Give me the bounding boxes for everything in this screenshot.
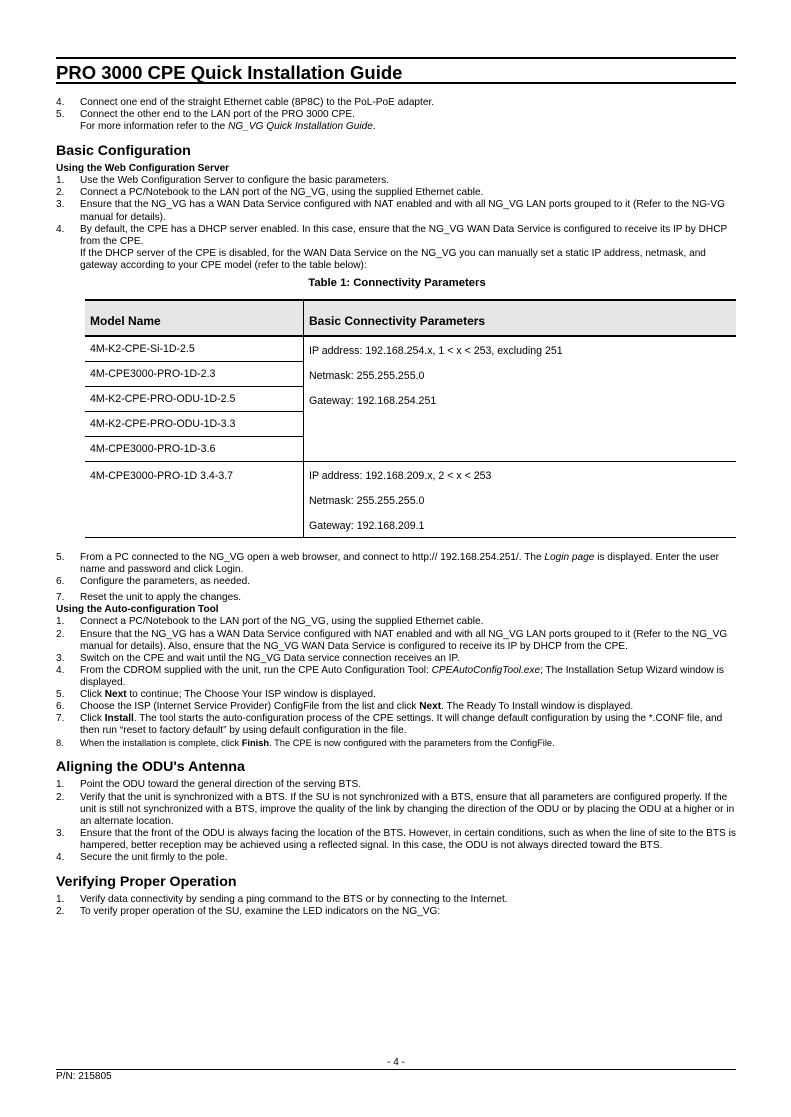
list-item: 2. Verify that the unit is synchronized with a BTS. If the SU is not synchronized with a BTS, ensure that all parameters are configured properly. If the unit is still not synchronized with a BTS, improve the quality of the link by changing the direction of the ODU or by placing the ODU at a higher or in an alternate location.	[56, 791, 735, 827]
list-item: 5. Connect the other end to the LAN port of the PRO 3000 CPE.	[56, 109, 355, 121]
section-heading-align: Aligning the ODU's Antenna	[56, 759, 245, 776]
page-footer	[56, 1057, 736, 1082]
list-item: 3. Switch on the CPE and wait until the NG_VG Data service connection receives an IP.	[56, 652, 460, 664]
connectivity-table	[85, 299, 736, 538]
list-item: 2. Ensure that the NG_VG has a WAN Data Service configured with NAT enabled and with all NG_VG LAN ports grouped to it (Refer to the NG_VG manual for details). Also, ensure that the NG_VG WAN Data Service is configured to receive its IP by DHCP from the CPE.	[56, 628, 728, 652]
column-header-model: Model Name	[85, 300, 304, 336]
list-item: 7. Reset the unit to apply the changes.	[56, 592, 242, 604]
table-cell-model: 4M-CPE3000-PRO-1D 3.4-3.7	[85, 462, 304, 538]
part-number: P/N: 215805	[56, 1069, 736, 1083]
list-item: 6. Configure the parameters, as needed.	[56, 576, 251, 588]
table-caption: Table 1: Connectivity Parameters	[308, 277, 486, 290]
list-item: 5. From a PC connected to the NG_VG open a web browser, and connect to http:// 192.168.254.251/. The Login page is displayed. Enter the user name and password and click Login.	[56, 552, 719, 576]
subheading-web-config: Using the Web Configuration Server	[56, 163, 230, 175]
table-cell-model: 4M-K2-CPE-Si-1D-2.5	[85, 336, 304, 362]
page-content	[56, 97, 738, 918]
page-number: - 4 -	[387, 1057, 405, 1068]
page-header	[56, 57, 736, 84]
page-title: PRO 3000 CPE Quick Installation Guide	[56, 62, 403, 83]
section-heading-basic: Basic Configuration	[56, 143, 191, 160]
list-item: 4. Secure the unit firmly to the pole.	[56, 852, 228, 863]
list-item: 4. Connect one end of the straight Ethernet cable (8P8C) to the PoL-PoE adapter.	[56, 97, 435, 108]
table-cell-model: 4M-K2-CPE-PRO-ODU-1D-3.3	[85, 412, 304, 437]
list-item: 2. Connect a PC/Notebook to the LAN port of the NG_VG, using the supplied Ethernet cable.	[56, 187, 484, 199]
table-cell-model: 4M-CPE3000-PRO-1D-2.3	[85, 362, 304, 387]
column-header-params: Basic Connectivity Parameters	[304, 300, 737, 336]
subheading-auto-config: Using the Auto-configuration Tool	[56, 604, 219, 616]
table-cell-model: 4M-K2-CPE-PRO-ODU-1D-2.5	[85, 387, 304, 412]
list-item: 1. Verify data connectivity by sending a ping command to the BTS or by connecting to the Internet.	[56, 894, 508, 906]
table-cell-model: 4M-CPE3000-PRO-1D-3.6	[85, 437, 304, 462]
intro-note: For more information refer to the NG_VG Quick Installation Guide.	[80, 121, 376, 133]
list-item: 3. Ensure that the front of the ODU is always facing the location of the BTS. However, in certain conditions, such as when the line of site to the BTS is hampered, better reception may be achieved using a reflected signal. In this case, the ODU is not always directed toward the BTS.	[56, 827, 736, 851]
list-item: 1. Connect a PC/Notebook to the LAN port of the NG_VG, using the supplied Ethernet cable.	[56, 616, 484, 628]
list-item: 6. Choose the ISP (Internet Service Provider) ConfigFile from the list and click Next. The Ready To Install window is displayed.	[56, 701, 634, 713]
list-item: 4. From the CDROM supplied with the unit, run the CPE Auto Configuration Tool: CPEAutoConfigTool.exe; The Installation Setup Wizard window is displayed.	[56, 664, 724, 688]
table-cell-params: IP address: 192.168.209.x, 2 < x < 253 Netmask: 255.255.255.0 Gateway: 192.168.209.1	[304, 462, 737, 538]
list-item: 5. Click Next to continue; The Choose Your ISP window is displayed.	[56, 688, 376, 700]
section-heading-verify: Verifying Proper Operation	[56, 874, 237, 891]
list-item: 1. Use the Web Configuration Server to configure the basic parameters.	[56, 175, 389, 187]
list-item: 4. By default, the CPE has a DHCP server enabled. In this case, ensure that the NG_VG WAN Data Service is configured to receive its IP by DHCP from the CPE. If the DHCP server of the CPE is disabled, for the WAN Data Service on the NG_VG you can manually set a static IP address, netmask, and gateway according to your CPE model (refer to the table below):	[56, 223, 728, 271]
list-item: 3. Ensure that the NG_VG has a WAN Data Service configured with NAT enabled and with all NG_VG LAN ports grouped to it (Refer to the NG-VG manual for details).	[56, 199, 725, 223]
list-item: 7. Click Install. The tool starts the auto-configuration process of the CPE settings. It will change default configuration by using the *.CONF file, and then run “reset to factory default” by using default configuration in the file.	[56, 713, 723, 737]
table-cell-params: IP address: 192.168.254.x, 1 < x < 253, excluding 251 Netmask: 255.255.255.0 Gateway: 192.168.254.251	[309, 345, 563, 408]
list-item: 1. Point the ODU toward the general direction of the serving BTS.	[56, 779, 362, 791]
list-item: 2. To verify proper operation of the SU, examine the LED indicators on the NG_VG:	[56, 906, 441, 918]
list-item: 8. When the installation is complete, click Finish. The CPE is now configured with the parameters from the ConfigFile.	[56, 738, 555, 749]
